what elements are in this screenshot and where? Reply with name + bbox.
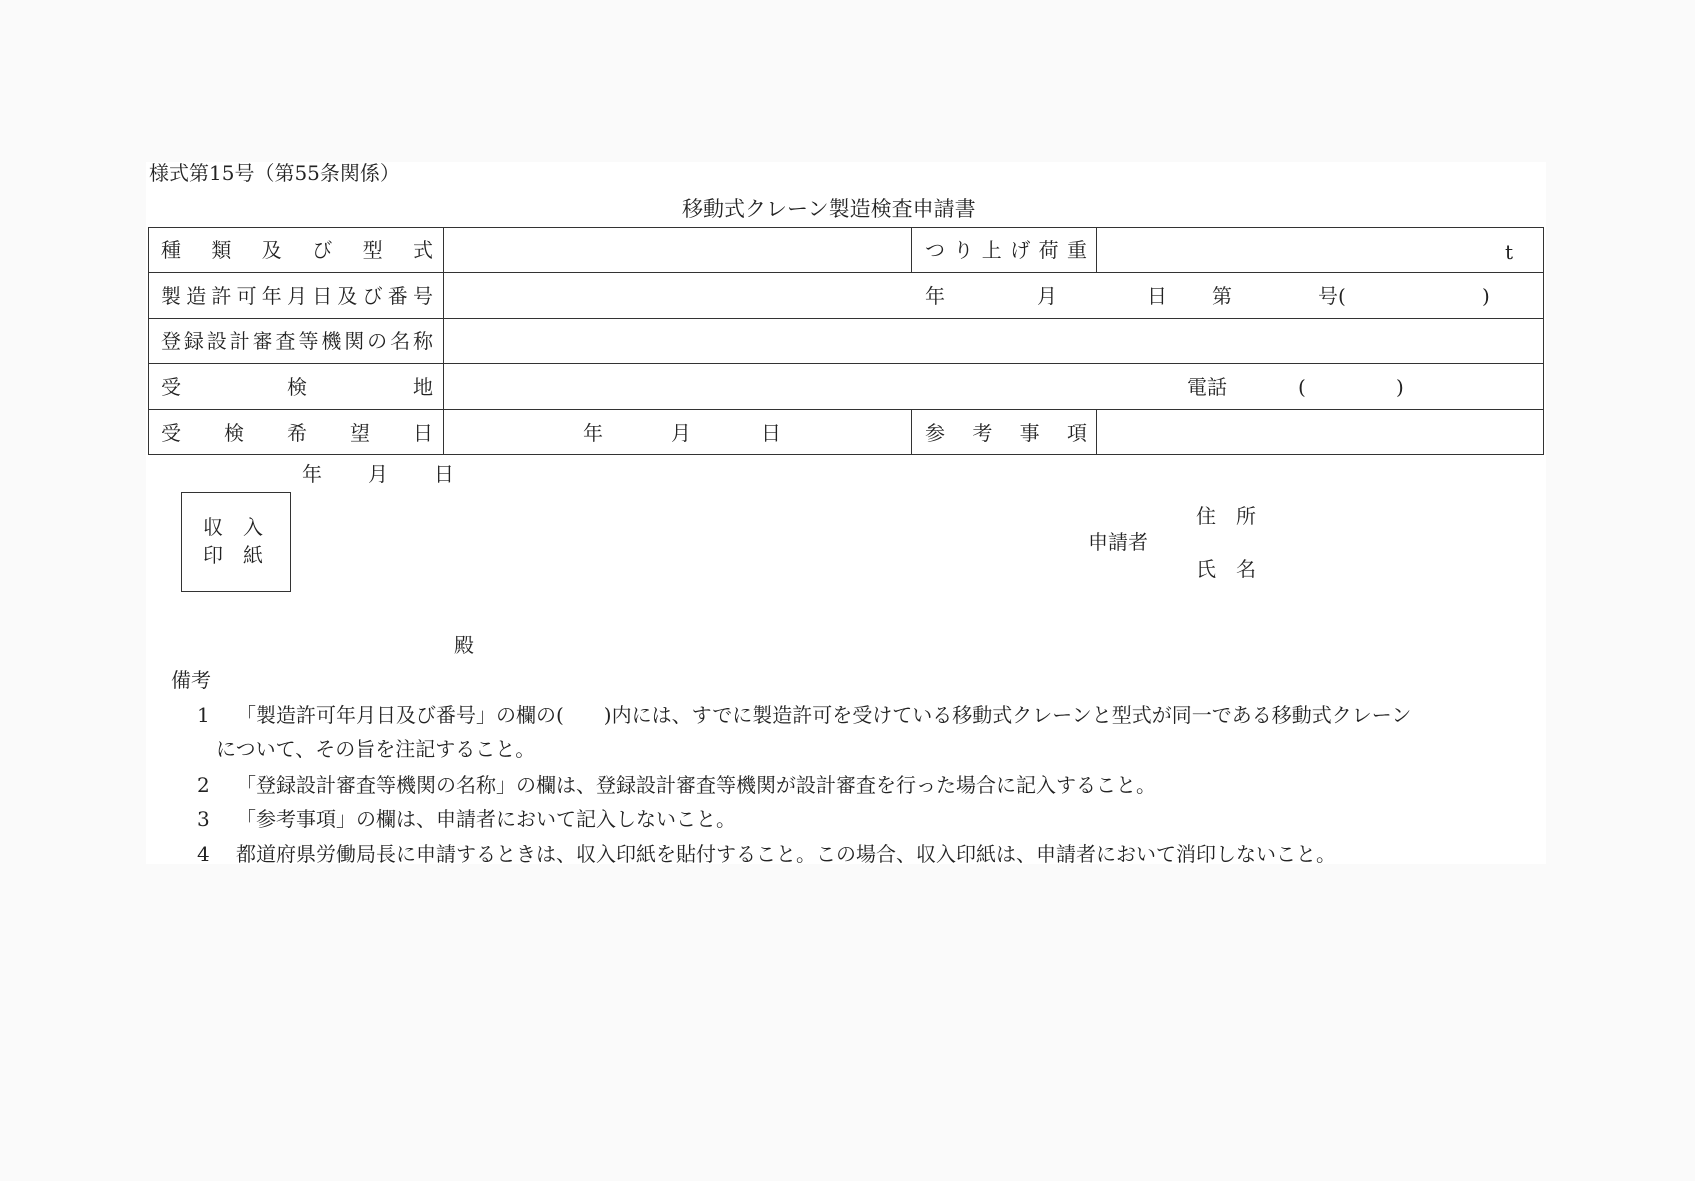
applicant-address-label: 住 所 xyxy=(1196,504,1256,528)
note-text: 「製造許可年月日及び番号」の欄の( )内には、すでに製造許可を受けている移動式クレーンと型式が同一である移動式クレーン xyxy=(236,703,1412,727)
inspection-site-field[interactable] xyxy=(445,365,1543,409)
permit-close-paren: ) xyxy=(1482,284,1490,308)
desired-month: 月 xyxy=(671,421,691,445)
document-title: 移動式クレーン製造検査申請書 xyxy=(682,197,976,221)
phone-open-paren: ( xyxy=(1298,375,1306,399)
note-number: 4 xyxy=(197,842,210,866)
phone-close-paren: ) xyxy=(1396,375,1404,399)
label-manufacturing-permit: 製造許可年月日及び番号 xyxy=(161,284,433,308)
form-number: 様式第15号（第55条関係） xyxy=(149,161,400,185)
stamp-label-line1: 収 入 xyxy=(203,515,263,539)
permit-month: 月 xyxy=(1037,284,1057,308)
col-divider xyxy=(1096,409,1097,454)
note-number: 2 xyxy=(197,773,210,797)
row-divider xyxy=(149,363,1543,364)
permit-day: 日 xyxy=(1147,284,1167,308)
label-inspection-site: 受検地 xyxy=(161,375,433,399)
note-text: 「登録設計審査等機関の名称」の欄は、登録設計審査等機関が設計審査を行った場合に記入すること。 xyxy=(236,773,1156,797)
col-divider xyxy=(911,228,912,272)
note-text-continued: について、その旨を注記すること。 xyxy=(216,737,536,761)
desired-year: 年 xyxy=(583,421,603,445)
row-divider xyxy=(149,318,1543,319)
label-lifting-load: つり上げ荷重 xyxy=(925,238,1087,262)
phone-label: 電話 xyxy=(1187,375,1227,399)
registered-agency-field[interactable] xyxy=(445,320,1543,363)
row-divider xyxy=(149,272,1543,273)
applicant-label: 申請者 xyxy=(1088,530,1148,554)
permit-year: 年 xyxy=(925,284,945,308)
desired-day: 日 xyxy=(761,421,781,445)
label-type-and-model: 種類及び型式 xyxy=(161,238,433,262)
note-number: 3 xyxy=(197,807,210,831)
permit-dai: 第 xyxy=(1212,284,1232,308)
label-reference-matters: 参考事項 xyxy=(925,421,1087,445)
type-and-model-field[interactable] xyxy=(445,228,910,272)
stamp-label-line2: 印 紙 xyxy=(203,543,263,567)
application-month: 月 xyxy=(368,462,388,486)
note-text: 「参考事項」の欄は、申請者において記入しないこと。 xyxy=(236,807,736,831)
notes-heading: 備考 xyxy=(171,668,211,692)
label-registered-agency: 登録設計審査等機関の名称 xyxy=(161,329,433,353)
row-divider xyxy=(149,409,1543,410)
label-desired-inspection-date: 受検希望日 xyxy=(161,421,433,445)
revenue-stamp-box xyxy=(181,492,291,592)
col-divider xyxy=(911,409,912,454)
application-table xyxy=(148,227,1544,455)
note-text: 都道府県労働局長に申請するときは、収入印紙を貼付すること。この場合、収入印紙は、申請者において消印しないこと。 xyxy=(236,842,1336,866)
col-divider xyxy=(1096,228,1097,272)
application-year: 年 xyxy=(302,462,322,486)
col-divider xyxy=(443,228,444,454)
lifting-load-field[interactable] xyxy=(1098,228,1543,272)
addressee-honorific: 殿 xyxy=(454,633,474,657)
manufacturing-permit-field[interactable] xyxy=(445,274,1543,318)
permit-go: 号( xyxy=(1318,284,1346,308)
reference-matters-field xyxy=(1098,411,1543,454)
note-number: 1 xyxy=(197,703,210,727)
applicant-name-label: 氏 名 xyxy=(1196,557,1256,581)
lifting-load-unit: t xyxy=(1505,240,1514,264)
application-day: 日 xyxy=(434,462,454,486)
